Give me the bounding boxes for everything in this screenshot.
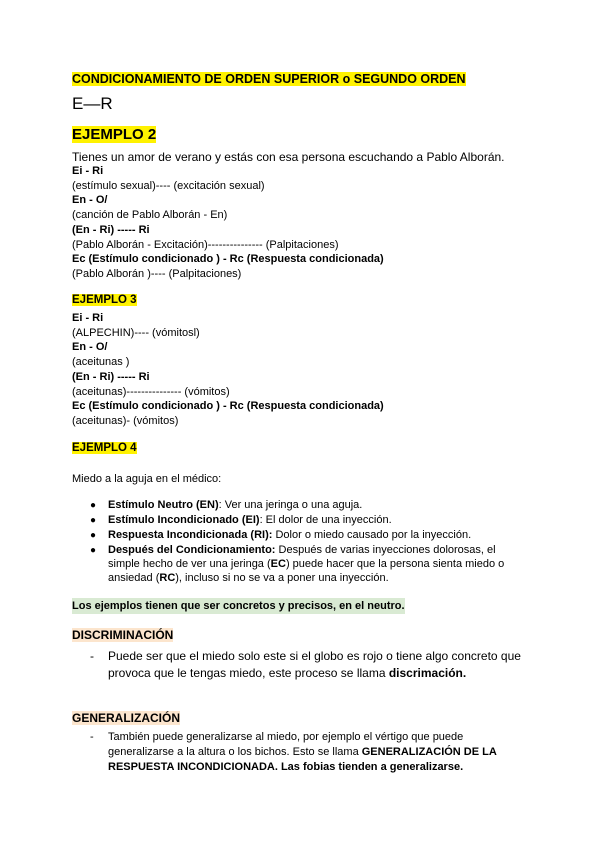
example-3-heading [72,294,137,306]
bullet-item-4-line-2: simple hecho de ver una jeringa (EC) puede hacer que la persona sienta miedo o [108,558,505,570]
bullet-item-2 [108,514,392,527]
bullet-4-desc: Después de varias inyecciones dolorosas, el [275,544,496,556]
example-3-line-7: Ec (Estímulo condicionado ) - Rc (Respuesta condicionada) [72,400,384,413]
ec-label: EC [270,558,286,570]
bullet-3-desc: Dolor o miedo causado por la inyección. [272,529,472,541]
dash-marker: - [90,649,94,663]
bullet-icon: ● [90,530,97,541]
generalization-heading-text: GENERALIZACIÓN [72,711,180,725]
bullet-item-4 [108,544,496,557]
discrimination-line-1: Puede ser que el miedo solo este si el globo es rojo o tiene algo concreto que [108,649,521,663]
example-2-line-2: (estímulo sexual)---- (excitación sexual) [72,179,265,192]
title [72,72,466,86]
example-3-line-3: En - O/ [72,341,108,354]
rc-label: RC [159,572,176,584]
example-2-heading-text: EJEMPLO 2 [72,126,157,143]
bullet-icon: ● [90,545,97,556]
generalization-heading [72,711,180,725]
discrimination-term: discrimación. [388,666,467,680]
example-3-line-2: (ALPECHIN)---- (vómitosl) [72,326,200,339]
example-2-line-8: (Pablo Alborán )---- (Palpitaciones) [72,267,242,280]
example-2-line-3: En - O/ [72,194,108,207]
example-2-line-6: (Pablo Alborán - Excitación)--------------- (Palpitaciones) [72,238,339,251]
example-3-line-1: Ei - Ri [72,312,104,324]
discrimination-heading-text: DISCRIMINACIÓN [72,628,174,642]
formula: E—R [72,94,113,113]
dash-marker: - [90,731,94,743]
example-3-line-8: (aceitunas)- (vómitos) [72,414,179,427]
bullet-2-term: Estímulo Incondicionado (EI) [108,514,260,526]
bullet-icon: ● [90,500,97,511]
example-2-line-5: (En - Ri) ----- Ri [72,223,150,236]
example-2-line-1: Ei - Ri [72,165,104,177]
example-3-line-5: (En - Ri) ----- Ri [72,370,150,383]
title-text: CONDICIONAMIENTO DE ORDEN SUPERIOR o SEGUNDO ORDEN [72,72,466,86]
discrimination-line-2: provoca que le tengas miedo, este proceso se llama discrimación. [108,666,467,680]
note [72,600,405,613]
bullet-icon: ● [90,515,97,526]
bullet-item-1 [108,499,362,512]
example-3-heading-text: EJEMPLO 3 [72,294,137,306]
example-2-heading [72,126,156,143]
example-4-heading [72,442,137,454]
discrimination-heading [72,628,173,642]
generalization-term: GENERALIZACIÓN DE LA [361,746,497,758]
generalization-line-1: También puede generalizarse al miedo, por ejemplo el vértigo que puede [108,731,464,743]
bullet-item-4-line-3: ansiedad (RC), incluso si no se va a poner una inyección. [108,572,389,584]
example-4-intro: Miedo a la aguja en el médico: [72,473,222,485]
example-2-line-4: (canción de Pablo Alborán - En) [72,209,228,222]
example-3-line-6: (aceitunas)--------------- (vómitos) [72,385,230,398]
bullet-3-term: Respuesta Incondicionada (RI): [108,529,273,541]
example-3-line-4: (aceitunas ) [72,356,130,369]
example-4-heading-text: EJEMPLO 4 [72,442,137,454]
example-2-line-7: Ec (Estímulo condicionado ) - Rc (Respuesta condicionada) [72,253,384,266]
generalization-line-2: generalizarse a la altura o los bichos. Esto se llama GENERALIZACIÓN DE LA [108,746,497,758]
bullet-2-desc: : El dolor de una inyección. [259,514,392,526]
example-2-intro: Tienes un amor de verano y estás con esa persona escuchando a Pablo Alborán. [72,150,505,164]
note-text: Los ejemplos tienen que ser concretos y precisos, en el neutro. [72,600,405,612]
bullet-1-desc: : Ver una jeringa o una aguja. [218,499,363,511]
generalization-line-3: RESPUESTA INCONDICIONADA. Las fobias tienden a generalizarse. [108,761,464,773]
bullet-1-term: Estímulo Neutro (EN) [108,499,219,511]
bullet-4-term: Después del Condicionamiento: [108,544,276,556]
bullet-item-3 [108,529,471,542]
